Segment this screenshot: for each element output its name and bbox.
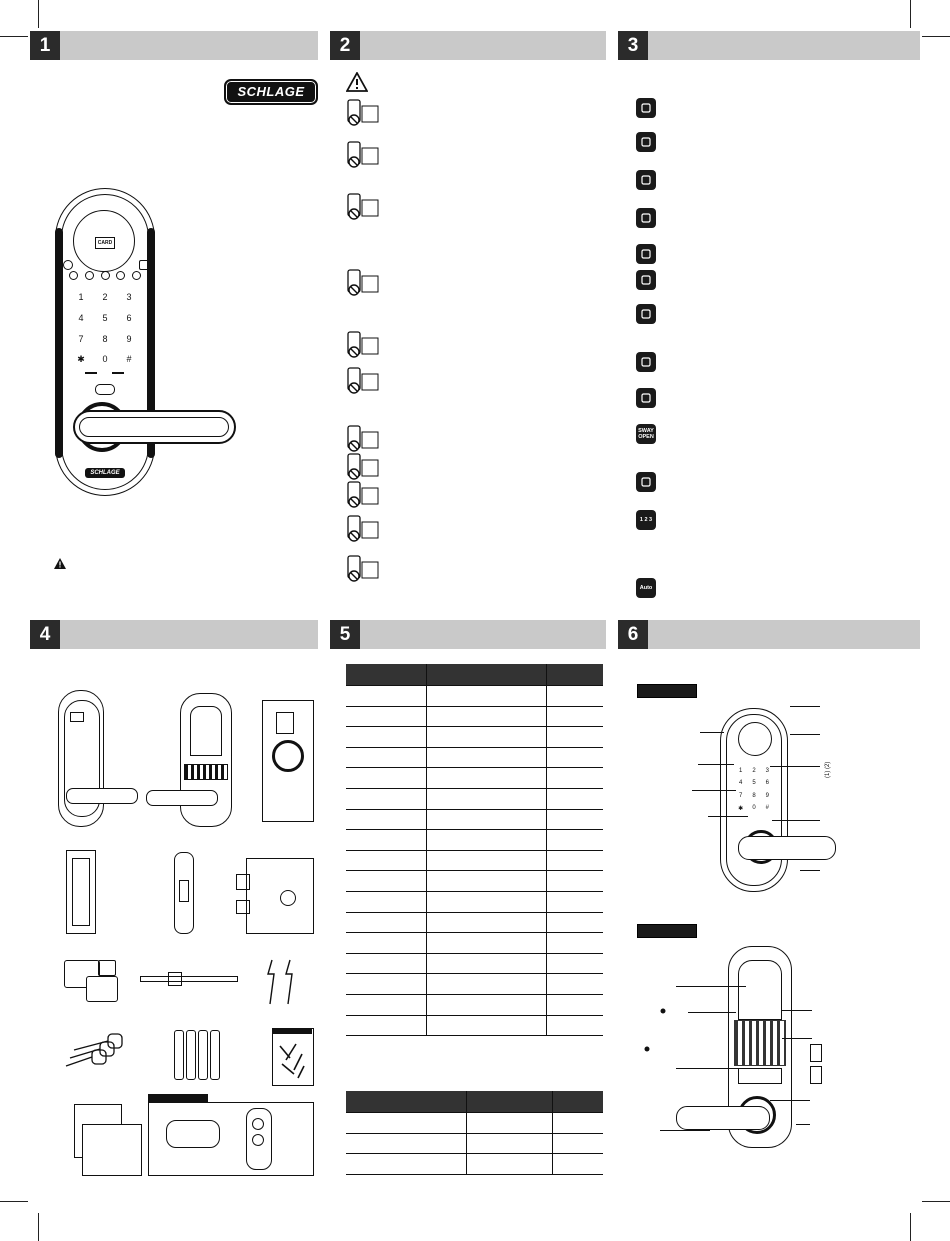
keypad (69, 292, 141, 370)
section-4-header (30, 620, 318, 649)
caution-icon (346, 72, 368, 92)
hand-icon (636, 388, 656, 408)
component-spindle (140, 976, 238, 982)
lever-brand-badge: SCHLAGE (85, 468, 125, 478)
key-7: 7 (78, 333, 84, 344)
warning-pictogram-icon (344, 452, 382, 480)
warning-pictogram-icon (344, 140, 382, 168)
interior-label (637, 924, 697, 938)
component-mechanical-keys (64, 1030, 134, 1070)
section-number: 5 (330, 620, 360, 649)
exterior-keypad: 1 2 3 4 5 6 7 8 9 ✱ 0 # (738, 768, 769, 812)
warning-icon (54, 558, 66, 569)
component-interior-lever (146, 790, 218, 806)
key-3: 3 (126, 292, 132, 302)
exterior-label (637, 684, 697, 698)
warning-pictogram-icon (344, 330, 382, 358)
key-6: 6 (126, 312, 132, 323)
brand-logo (224, 79, 318, 105)
key-4: 4 (78, 312, 84, 323)
fire-icon (636, 472, 656, 492)
icon-text: SWAY OPEN (638, 428, 654, 440)
section-number: 4 (30, 620, 60, 649)
sound-off-icon (636, 270, 656, 290)
brand-logo-text: SCHLAGE (237, 84, 305, 99)
key-2: 2 (102, 292, 108, 302)
warning-pictogram-icon (344, 366, 382, 394)
section-number: 6 (618, 620, 648, 649)
warning-pictogram-icon (344, 424, 382, 452)
warning-pictogram-icon (344, 480, 382, 508)
card-label: CARD (95, 237, 115, 249)
key-8: 8 (102, 333, 108, 344)
spec-table (346, 664, 603, 1036)
open-icon (636, 424, 656, 444)
section-3-header (618, 31, 920, 60)
rotate-icon (636, 208, 656, 228)
warning-pictogram-icon (344, 98, 382, 126)
no-touch-icon (636, 304, 656, 324)
icon-text: 1 2 3 (639, 517, 653, 523)
wifi-icon-2 (644, 1046, 650, 1052)
warning-pictogram-icon (344, 554, 382, 582)
section-5-header (330, 620, 606, 649)
register-icon (636, 170, 656, 190)
key-star: ✱ (77, 354, 85, 365)
section-6-header (618, 620, 920, 649)
section-number: 3 (618, 31, 648, 60)
spec-table-2 (346, 1091, 603, 1175)
low-battery-icon (636, 132, 656, 152)
lock-front-illustration (55, 188, 155, 498)
sound-on-icon (636, 244, 656, 264)
icon-text: Auto (639, 585, 653, 591)
component-door-closer (166, 1120, 220, 1148)
warning-pictogram-icon (344, 192, 382, 220)
component-wires (262, 958, 302, 1008)
component-batteries (174, 1030, 220, 1080)
alarm-icon (636, 352, 656, 372)
wifi-icon (660, 1008, 666, 1014)
battery-icon (636, 98, 656, 118)
key-9: 9 (126, 333, 132, 344)
section-number: 1 (30, 31, 60, 60)
warning-pictogram-icon (344, 268, 382, 296)
key-0: 0 (102, 354, 108, 365)
keypad-icon (636, 510, 656, 530)
warning-pictogram-icon (344, 514, 382, 542)
auto-lock-icon (636, 578, 656, 598)
interior-lever (676, 1106, 770, 1130)
key-5: 5 (102, 312, 108, 323)
side-note: (1) (2) (825, 761, 831, 778)
component-exterior-lever (66, 788, 138, 804)
exterior-lever (738, 836, 836, 860)
section-1-header (30, 31, 318, 60)
section-2-header (330, 31, 606, 60)
key-hash: # (126, 354, 132, 365)
section-number: 2 (330, 31, 360, 60)
key-1: 1 (78, 292, 84, 302)
